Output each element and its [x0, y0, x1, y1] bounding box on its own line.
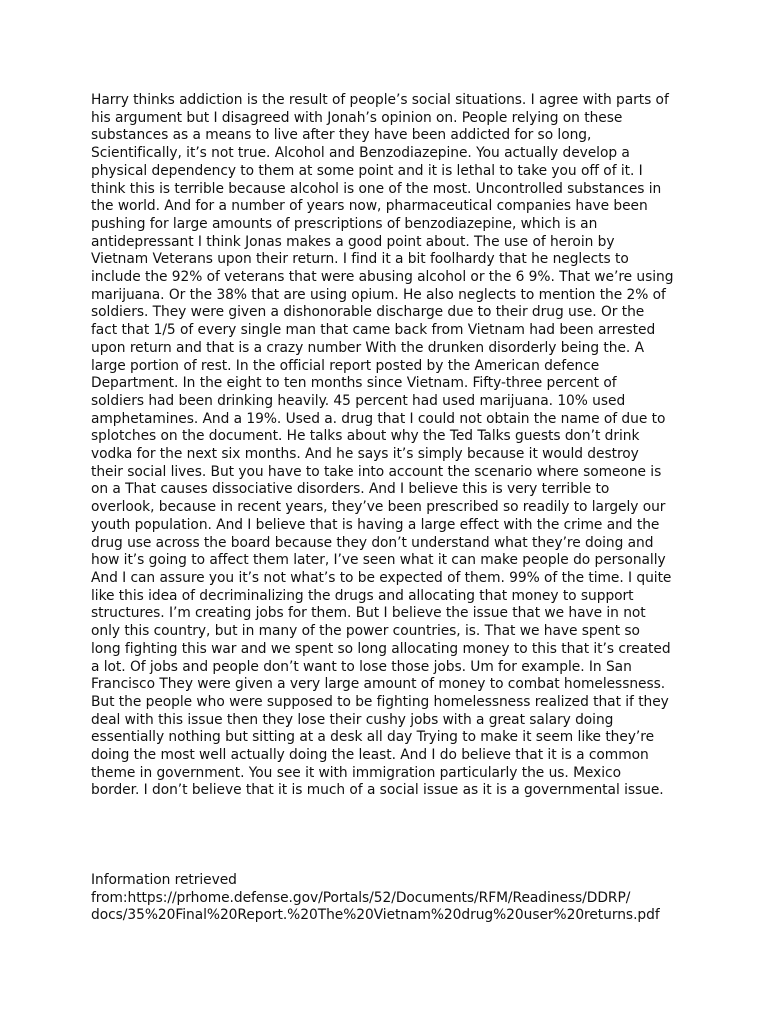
essay-body-paragraph: Harry thinks addiction is the result of people’s social situations. I agree with parts of his argument but I disagreed with Jonah’s opinion on. People relying on these substances as a means to live after they have been addicted for so long, Scientifically, it’s not true. Alcohol and Benzodiazepine. You actually develop a physical dependency to them at some point and it is lethal to take you off of it. I think this is terrible because alcohol is one of the most. Uncontrolled substances in the world. And for a number of years now, pharmaceutical companies have been pushing for large amounts of prescriptions of benzodiazepine, which is an antidepressant I think Jonas makes a good point about. The use of heroin by Vietnam Veterans upon their return. I find it a bit foolhardy that he neglects to include the 92% of veterans that were abusing alcohol or the 6 9%. That we’re using marijuana. Or the 38% that are using opium. He also neglects to mention the 2% of soldiers. They were given a dishonorable discharge due to their drug use. Or the fact that 1/5 of every single man that came back from Vietnam had been arrested upon return and that is a crazy number With the drunken disorderly being the. A large portion of rest. In the official report posted by the American defence Department. In the eight to ten months since Vietnam. Fifty-three percent of soldiers had been drinking heavily. 45 percent had used marijuana. 10% used amphetamines. And a 19%. Used a. drug that I could not obtain the name of due to splotches on the document. He talks about why the Ted Talks guests don’t drink vodka for the next six months. And he says it’s simply because it would destroy their social lives. But you have to take into account the scenario where someone is on a That causes dissociative disorders. And I believe this is very terrible to overlook, because in recent years, they’ve been prescribed so readily to largely our youth population. And I believe that is having a large effect with the crime and the drug use across the board because they don’t understand what they’re doing and how it’s going to affect them later, I’ve seen what it can make people do personally And I can assure you it’s not what’s to be expected of them. 99% of the time. I quite like this idea of decriminalizing the drugs and allocating that money to support structures. I’m creating jobs for them. But I believe the issue that we have in not only this country, but in many of the power countries, is. That we have spent so long fighting this war and we spent so long allocating money to this that it’s created a lot. Of jobs and people don’t want to lose those jobs. Um for example. In San Francisco They were given a very large amount of money to combat homelessness. But the people who were supposed to be fighting homelessness realized that if they deal with this issue then they lose their cushy jobs with a great salary doing essentially nothing but sitting at a desk all day Trying to make it seem like they’re doing the most well actually doing the least. And I do believe that it is a common theme in government. You see it with immigration particularly the us. Mexico border. I don’t believe that it is much of a social issue as it is a governmental issue. [91, 92, 674, 799]
source-citation: Information retrieved from:https://prhome.defense.gov/Portals/52/Documents/RFM/Readiness/DDRP/ docs/35%20Final%20Report.%20The%20Vietnam%20drug%20user%20returns.pdf [91, 872, 660, 924]
